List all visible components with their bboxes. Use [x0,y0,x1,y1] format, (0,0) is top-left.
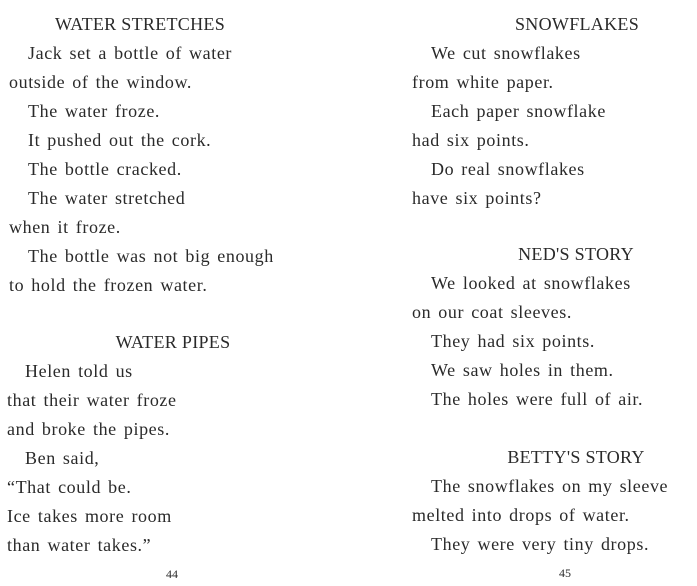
text-line: Ben said, [25,448,100,468]
text-line: We cut snowflakes [431,43,581,63]
text-line: from white paper. [412,72,554,92]
text-line: They had six points. [431,331,595,351]
text-line: They were very tiny drops. [431,534,650,554]
text-line: We looked at snowflakes [431,273,631,293]
text-line: on our coat sleeves. [412,302,572,322]
section-title-water-pipes: WATER PIPES [115,332,231,352]
text-line: outside of the window. [9,72,193,92]
text-line: melted into drops of water. [412,505,630,525]
section-title-neds-story: NED'S STORY [518,244,634,264]
text-line: when it froze. [9,217,121,237]
text-line: The water stretched [28,188,186,208]
text-line: Helen told us [25,361,133,381]
text-line: The holes were full of air. [431,389,644,409]
page-number: 45 [559,566,571,580]
text-line: Do real snowflakes [431,159,585,179]
text-line: The bottle was not big enough [28,246,274,266]
page-number: 44 [166,567,178,581]
text-line: The water froze. [28,101,161,121]
text-line: to hold the frozen water. [9,275,208,295]
section-title-water-stretches: WATER STRETCHES [54,14,226,34]
section-title-bettys-story: BETTY'S STORY [507,447,645,467]
text-line: The bottle cracked. [28,159,182,179]
text-line: We saw holes in them. [431,360,614,380]
text-line: The snowflakes on my sleeve [431,476,669,496]
text-line: Each paper snowflake [431,101,606,121]
text-line: It pushed out the cork. [28,130,212,150]
text-line: than water takes.” [7,535,152,555]
section-title-snowflakes: SNOWFLAKES [514,14,640,34]
text-line: Ice takes more room [7,506,172,526]
text-line: and broke the pipes. [7,419,170,439]
text-line: “That could be. [7,477,132,497]
text-line: that their water froze [7,390,177,410]
text-line: had six points. [412,130,530,150]
text-line: Jack set a bottle of water [28,43,233,63]
right-page [350,0,697,586]
text-line: have six points? [412,188,542,208]
